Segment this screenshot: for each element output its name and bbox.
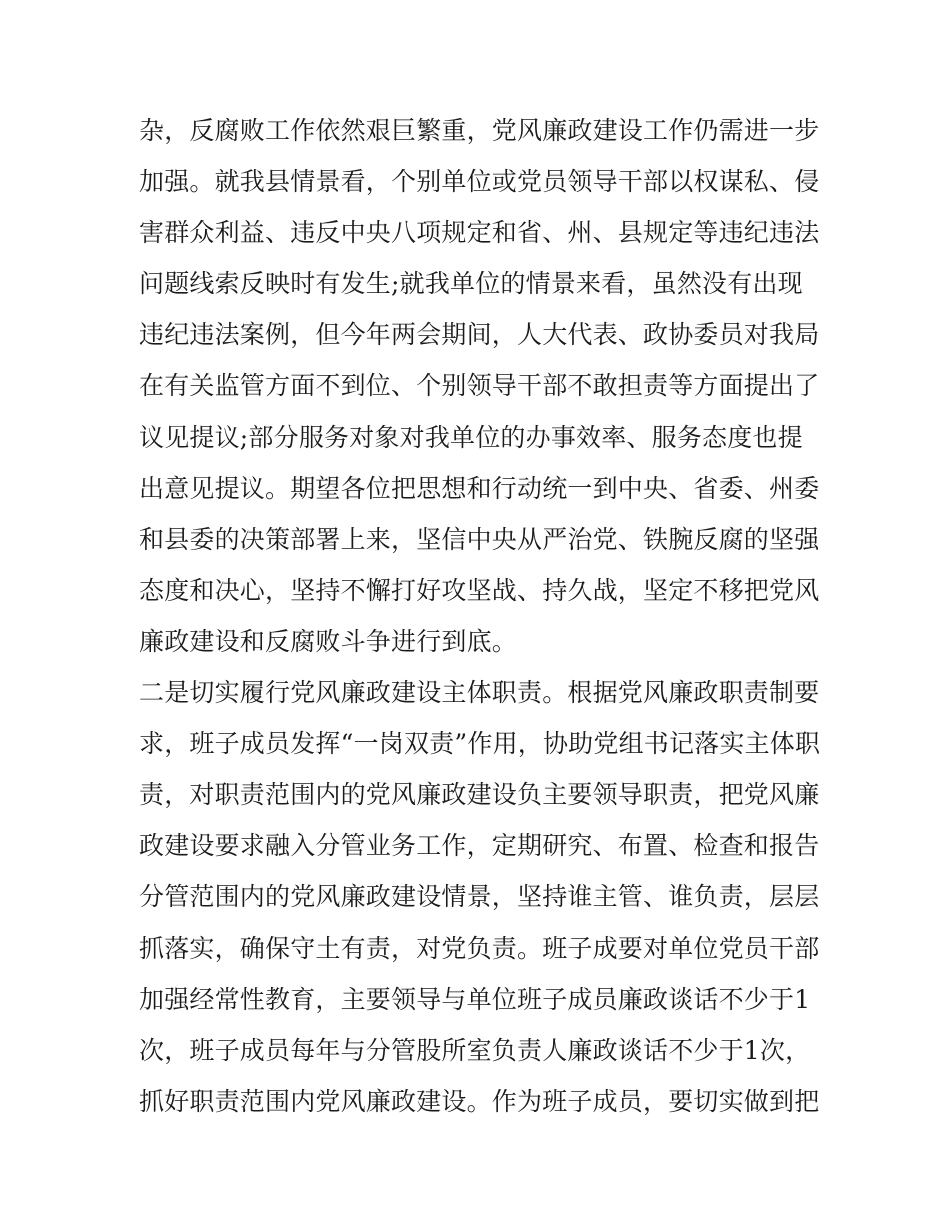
text-line: 次，班子成员每年与分管股所室负责人廉政谈话不少于1次，: [139, 1035, 811, 1065]
text-line: 政建设要求融入分管业务工作，定期研究、布置、检查和报告: [139, 831, 820, 861]
text-line: 加强。就我县情景看，个别单位或党员领导干部以权谋私、侵: [139, 167, 820, 197]
body-text: [139, 105, 829, 1127]
text-line: 加强经常性教育，主要领导与单位班子成员廉政谈话不少于1: [139, 984, 811, 1014]
text-line: 态度和决心，坚持不懈打好攻坚战、持久战，坚定不移把党风: [139, 575, 820, 605]
text-line: 求，班子成员发挥“一岗双责”作用，协助党组书记落实主体职: [139, 729, 821, 759]
text-line: 廉政建设和反腐败斗争进行到底。: [139, 626, 518, 656]
text-line: 在有关监管方面不到位、个别领导干部不敢担责等方面提出了: [139, 371, 820, 401]
text-line: 问题线索反映时有发生;就我单位的情景来看，虽然没有出现: [139, 269, 803, 299]
text-line: 二是切实履行党风廉政建设主体职责。根据党风廉政职责制要: [139, 678, 820, 708]
text-line: 害群众利益、违反中央八项规定和省、州、县规定等违纪违法: [139, 218, 820, 248]
text-line: 抓落实，确保守土有责，对党负责。班子成要对单位党员干部: [139, 933, 820, 963]
text-line: 分管范围内的党风廉政建设情景，坚持谁主管、谁负责，层层: [139, 882, 820, 912]
text-line: 杂，反腐败工作依然艰巨繁重，党风廉政建设工作仍需进一步: [139, 116, 820, 145]
text-line: 和县委的决策部署上来，坚信中央从严治党、铁腕反腐的坚强: [139, 524, 820, 554]
text-line: 违纪违法案例，但今年两会期间，人大代表、政协委员对我局: [139, 320, 820, 350]
text-line: 责，对职责范围内的党风廉政建设负主要领导职责，把党风廉: [139, 780, 820, 810]
text-line: 出意见提议。期望各位把思想和行动统一到中央、省委、州委: [139, 473, 820, 503]
text-line: 抓好职责范围内党风廉政建设。作为班子成员，要切实做到把: [139, 1086, 820, 1116]
text-line: 议见提议;部分服务对象对我单位的办事效率、服务态度也提: [139, 422, 803, 452]
